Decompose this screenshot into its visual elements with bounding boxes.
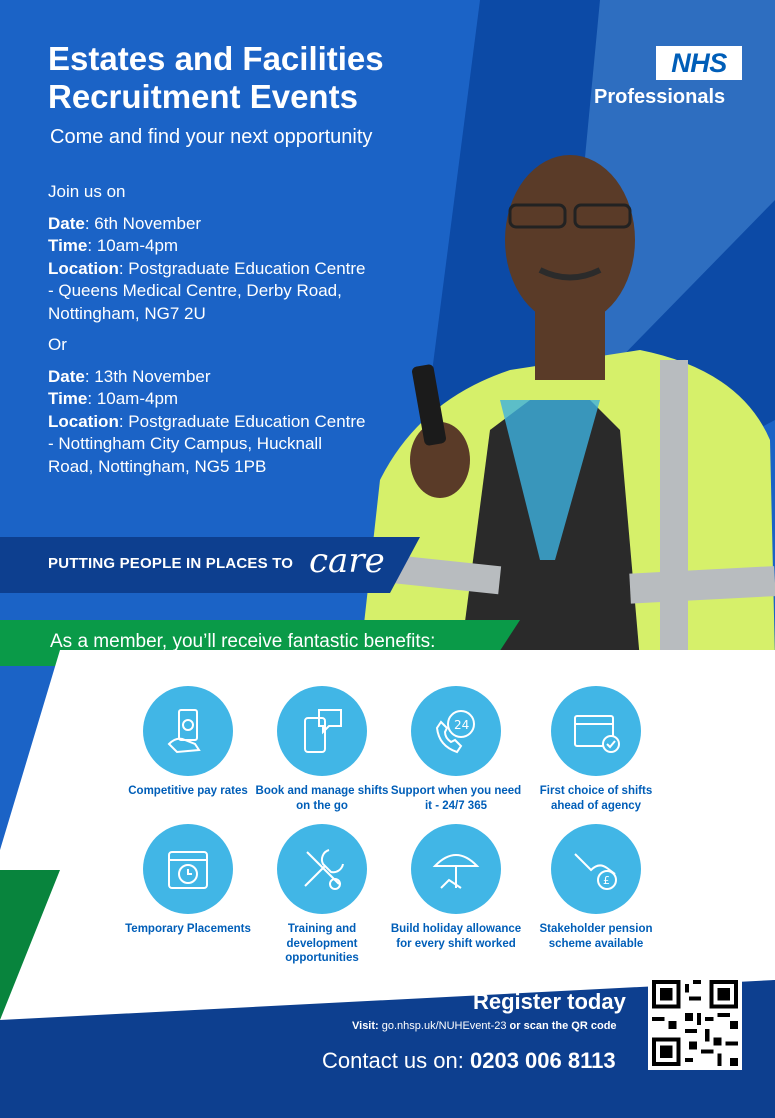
tagline-care: care xyxy=(309,541,385,581)
page-title: Estates and Facilities Recruitment Events xyxy=(48,40,384,115)
event1-time: Time: 10am-4pm xyxy=(48,236,179,255)
calendar-clock-icon xyxy=(143,824,233,914)
calendar-check-icon xyxy=(551,686,641,776)
contact-line: Contact us on: 0203 006 8113 xyxy=(322,1048,616,1073)
benefit-pension: £ Stakeholder pension scheme available xyxy=(526,824,666,951)
event2-date: Date: 13th November xyxy=(48,366,211,386)
benefit-training: Training and development opportunities xyxy=(252,824,392,966)
nhs-logo-subtitle: Professionals xyxy=(594,86,726,108)
pay-icon xyxy=(143,686,233,776)
nhs-logo: NHS xyxy=(656,46,742,80)
benefit-temporary: Temporary Placements xyxy=(118,824,258,937)
benefit-support: 24 Support when you need it - 24/7 365 xyxy=(386,686,526,813)
visit-line: Visit: go.nhsp.uk/NUHEvent-23 or scan the QR code xyxy=(352,1020,617,1032)
beach-icon xyxy=(411,824,501,914)
or-text: Or xyxy=(48,335,67,354)
intro-text: Join us on xyxy=(48,182,126,201)
tools-icon xyxy=(277,824,367,914)
benefit-first-choice: First choice of shifts ahead of agency xyxy=(526,686,666,813)
visit-link[interactable]: go.nhsp.uk/NUHEvent-23 xyxy=(378,1020,507,1032)
benefits-heading: As a member, you’ll receive fantastic benefits: xyxy=(50,631,436,652)
event-details xyxy=(48,181,368,478)
event2-location: Location: Postgraduate Education Centre - Nottingham City Campus, Hucknall Road, Nottingham, NG5 1PB xyxy=(48,411,366,476)
benefit-shifts: Book and manage shifts on the go xyxy=(252,686,392,813)
pension-icon xyxy=(551,824,641,914)
register-heading: Register today xyxy=(473,989,626,1014)
worker-photo xyxy=(340,100,775,660)
tagline: PUTTING PEOPLE IN PLACES TO xyxy=(48,555,294,572)
svg-text:24: 24 xyxy=(454,718,470,732)
phone-chat-icon xyxy=(277,686,367,776)
benefit-pay: Competitive pay rates xyxy=(118,686,258,799)
event1-location: Location: Postgraduate Education Centre - Queens Medical Centre, Derby Road, Nottingham, NG7 2U xyxy=(48,258,366,323)
svg-text:£: £ xyxy=(603,874,610,887)
event2-time: Time: 10am-4pm xyxy=(48,389,179,408)
benefit-holiday: Build holiday allowance for every shift worked xyxy=(386,824,526,951)
support-24-icon xyxy=(411,686,501,776)
event1-date: Date: 6th November xyxy=(48,213,202,233)
contact-phone[interactable]: 0203 006 8113 xyxy=(469,1048,616,1073)
qr-code[interactable] xyxy=(648,976,742,1070)
page-subtitle: Come and find your next opportunity xyxy=(50,126,373,148)
